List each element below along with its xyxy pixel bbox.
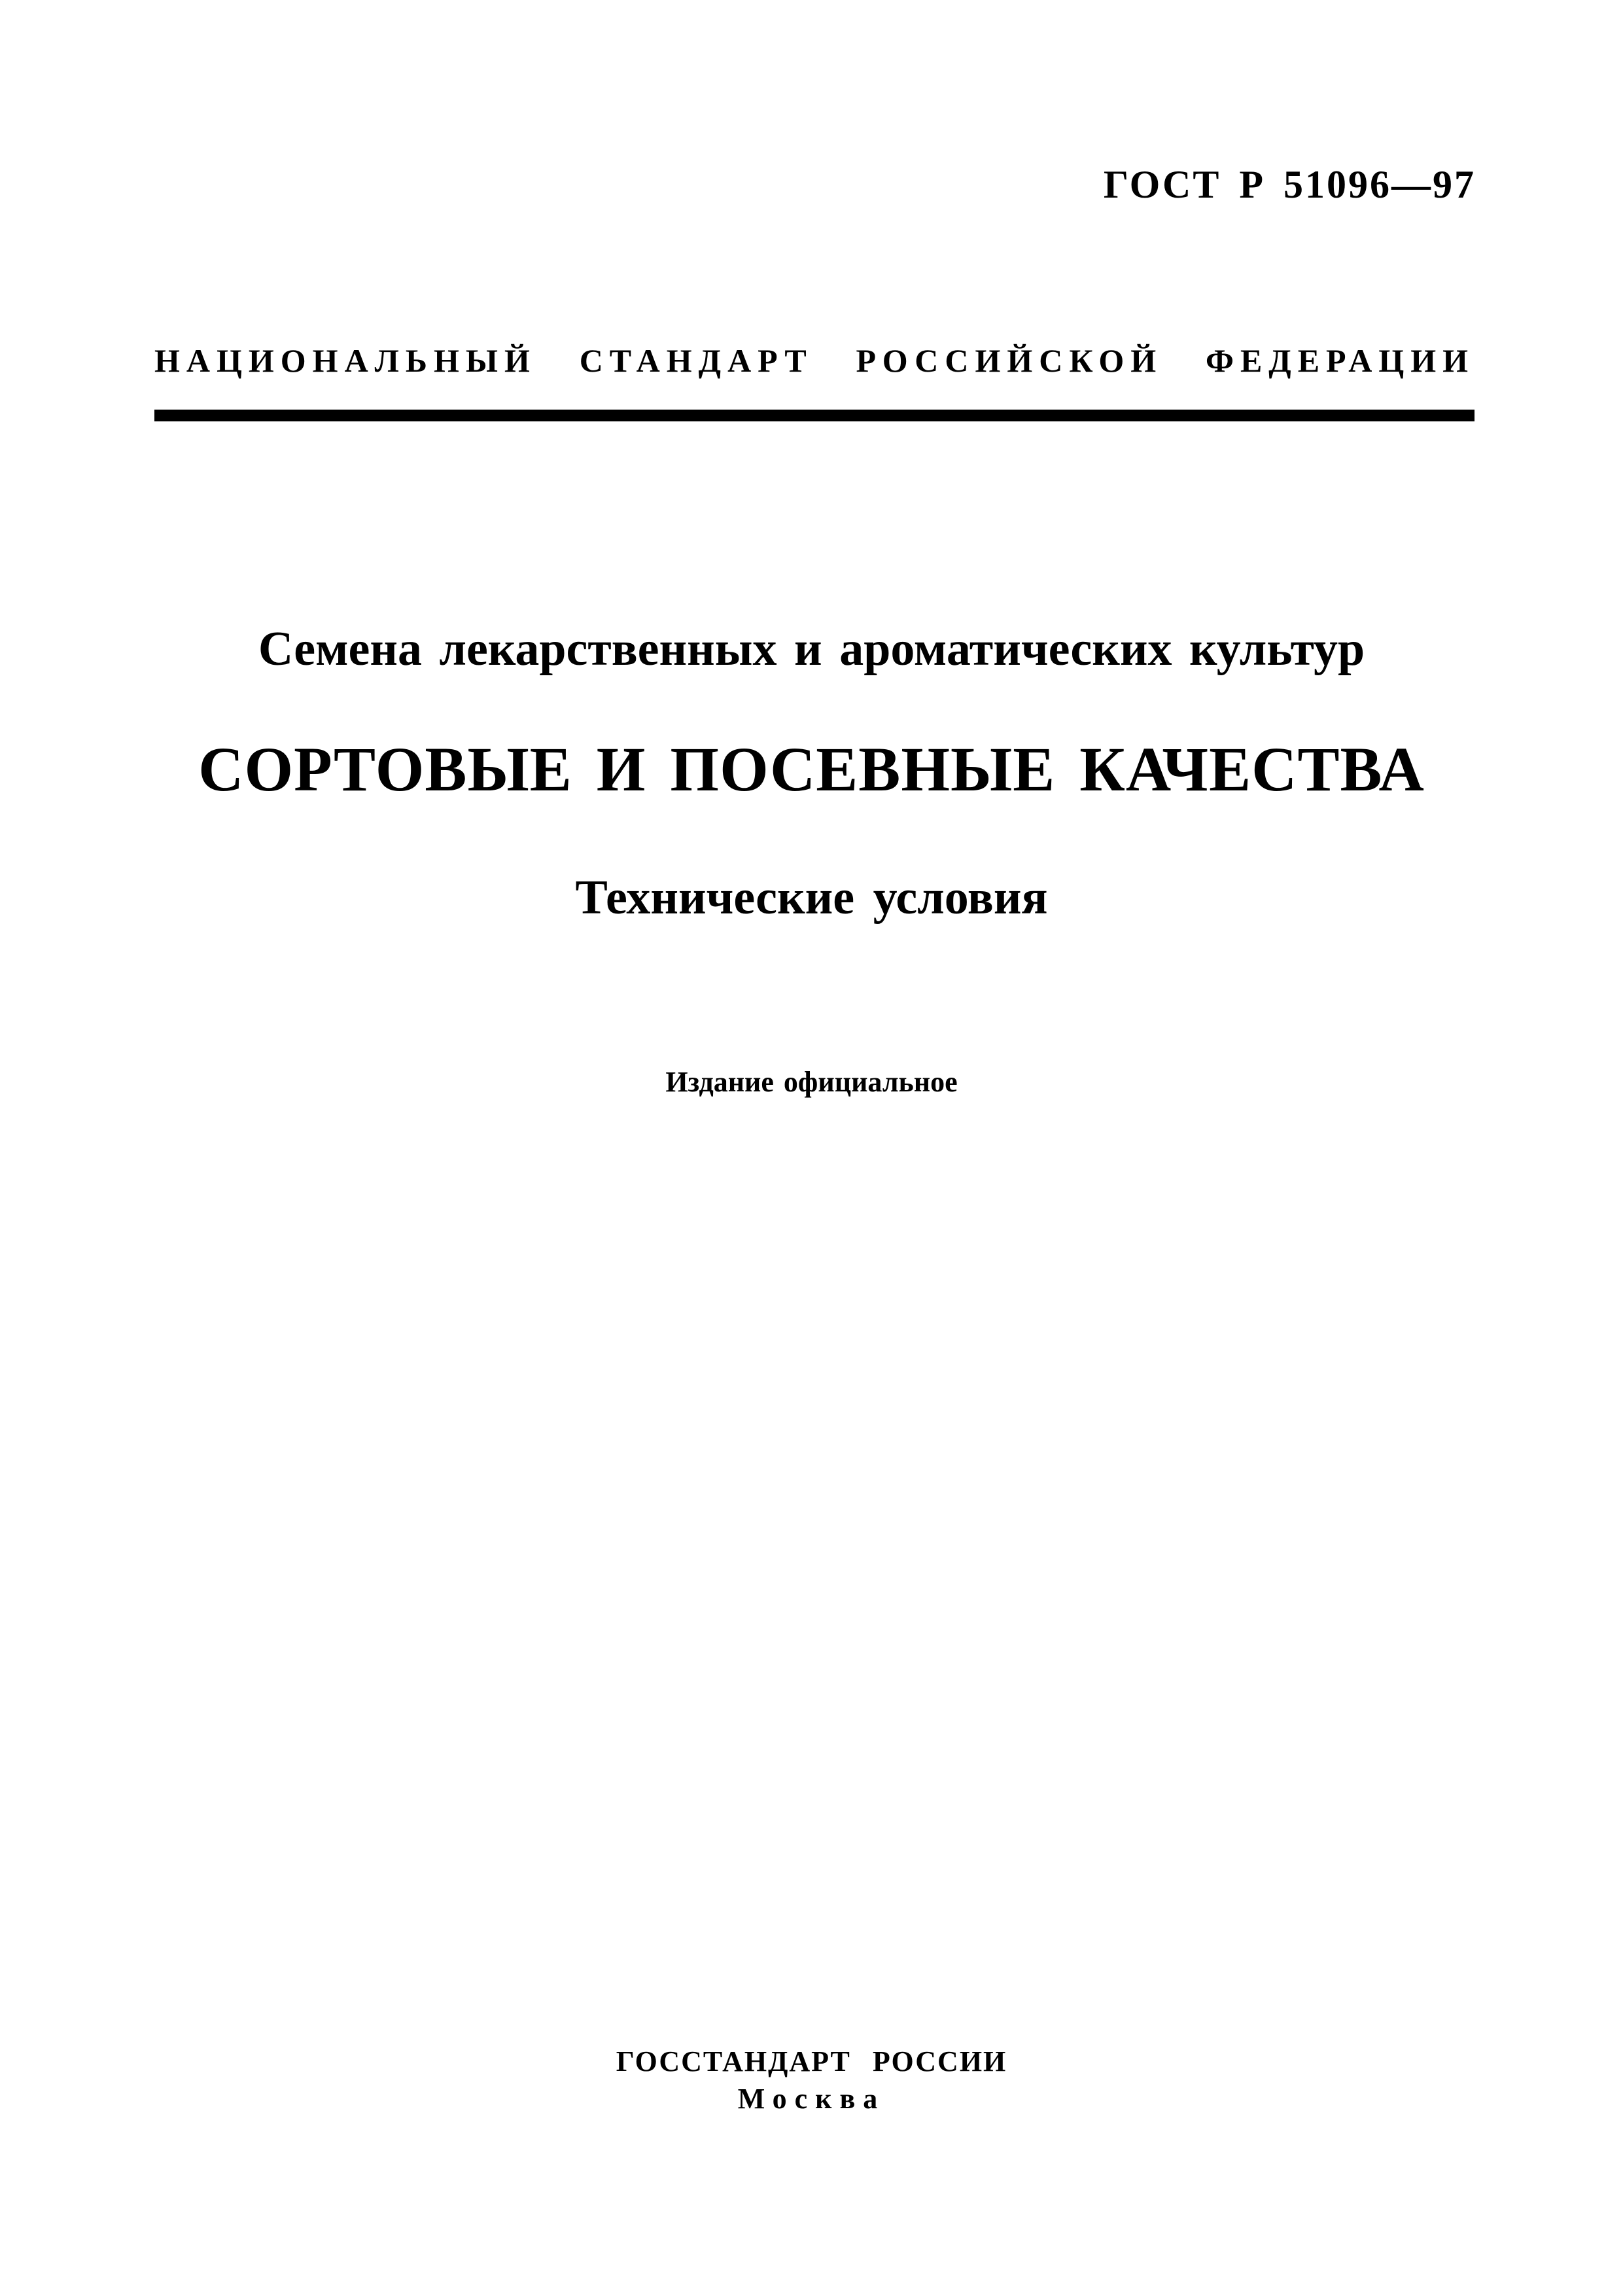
main-title: СОРТОВЫЕ И ПОСЕВНЫЕ КАЧЕСТВА bbox=[198, 734, 1425, 804]
heading-word: НАЦИОНАЛЬНЫЙ bbox=[154, 342, 536, 379]
heading-word: СТАНДАРТ bbox=[579, 342, 813, 379]
heading-word: РОССИЙСКОЙ bbox=[856, 342, 1163, 379]
subject-title: Семена лекарственных и ароматических культур bbox=[258, 622, 1365, 676]
heading-word: ФЕДЕРАЦИИ bbox=[1206, 342, 1475, 379]
edition-note: Издание официальное bbox=[665, 1066, 958, 1098]
publisher: ГОССТАНДАРТ РОССИИ bbox=[616, 2045, 1007, 2077]
national-standard-heading bbox=[154, 342, 1475, 380]
header-divider-rule bbox=[154, 410, 1475, 421]
document-type: Технические условия bbox=[575, 871, 1048, 925]
document-number: ГОСТ Р 51096—97 bbox=[1103, 163, 1476, 206]
publication-city: Москва bbox=[737, 2083, 886, 2115]
